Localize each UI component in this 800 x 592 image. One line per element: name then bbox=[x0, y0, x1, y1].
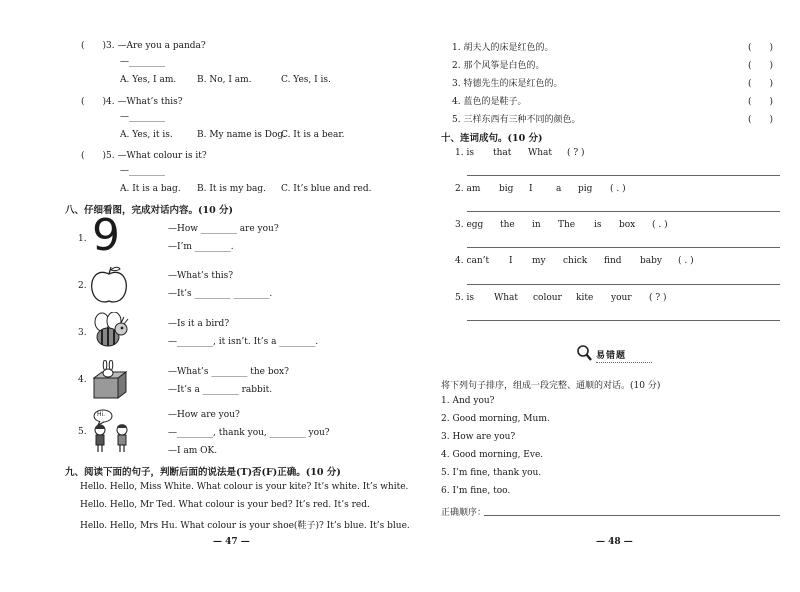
answer-line-4[interactable] bbox=[467, 284, 780, 285]
tf-answer-2[interactable]: ( ) bbox=[748, 61, 774, 71]
answer-line-1[interactable] bbox=[467, 175, 780, 176]
nine-numeral-picture: 9 bbox=[92, 210, 120, 261]
dialog-4-line-2: —It’s a ________ rabbit. bbox=[168, 385, 273, 395]
dialog-4-number: 4. bbox=[78, 375, 87, 385]
answer-order-line[interactable] bbox=[484, 515, 780, 516]
word-3-7: ( . ) bbox=[652, 220, 668, 230]
error-prone-banner: 易错题 bbox=[596, 351, 627, 361]
dialog-5-line-1: —How are you? bbox=[168, 410, 240, 420]
q3-stem: ( )3. —Are you a panda? bbox=[81, 41, 206, 51]
section-10-title: 十、连词成句。(10 分) bbox=[441, 133, 543, 144]
apple-picture bbox=[88, 264, 130, 306]
tf-statement-4: 4. 蓝色的是鞋子。 bbox=[452, 97, 527, 107]
word-5-4: kite bbox=[576, 293, 594, 303]
word-5-2: What bbox=[494, 293, 519, 303]
word-4-1: 4. can’t bbox=[455, 256, 490, 266]
dialog-5-line-2: —________, thank you, ________ you? bbox=[168, 428, 330, 438]
word-5-1: 5. is bbox=[455, 293, 474, 303]
tf-answer-1[interactable]: ( ) bbox=[748, 43, 774, 53]
word-3-1: 3. egg bbox=[455, 220, 484, 230]
tf-statement-2: 2. 那个风筝是白色的。 bbox=[452, 61, 545, 71]
dialog-3-line-2: —________, it isn’t. It’s a ________. bbox=[168, 337, 319, 347]
word-1-1: 1. is bbox=[455, 148, 474, 158]
banner-underline bbox=[596, 362, 652, 363]
word-3-3: in bbox=[532, 220, 541, 230]
dialog-1-line-2: —I’m ________. bbox=[168, 242, 234, 252]
speech-bubble-text: Hi. bbox=[97, 411, 106, 418]
answer-order-label: 正确顺序： bbox=[441, 508, 487, 518]
q5-answer-line: —________ bbox=[120, 166, 165, 176]
magnifier-icon bbox=[576, 344, 592, 362]
dialog-3-number: 3. bbox=[78, 328, 87, 338]
page-number-left: — 47 — bbox=[213, 537, 250, 547]
tf-answer-3[interactable]: ( ) bbox=[748, 79, 774, 89]
q4-option-b: B. My name is Dog. bbox=[197, 130, 286, 140]
order-sentence-6: 6. I’m fine, too. bbox=[441, 486, 511, 496]
order-instructions: 将下列句子排序，组成一段完整、通顺的对话。(10 分) bbox=[441, 381, 661, 391]
tf-statement-1: 1. 胡夫人的床是红色的。 bbox=[452, 43, 554, 53]
dialog-4-line-1: —What’s ________ the box? bbox=[168, 367, 289, 377]
q4-stem: ( )4. —What’s this? bbox=[81, 97, 183, 107]
word-4-5: find bbox=[604, 256, 622, 266]
tf-answer-5[interactable]: ( ) bbox=[748, 115, 774, 125]
answer-line-5[interactable] bbox=[467, 320, 780, 321]
word-2-2: big bbox=[499, 184, 514, 194]
word-3-4: The bbox=[558, 220, 576, 230]
word-2-5: pig bbox=[578, 184, 593, 194]
q5-option-a: A. It is a bag. bbox=[120, 184, 181, 194]
reading-line-3: Hello. Hello, Mrs Hu. What colour is your shoe(鞋子)? It’s blue. It’s blue. bbox=[80, 521, 410, 531]
word-1-3: What bbox=[528, 148, 553, 158]
q4-answer-line: —________ bbox=[120, 112, 165, 122]
q4-option-c: C. It is a bear. bbox=[281, 130, 345, 140]
bee-picture bbox=[88, 312, 130, 352]
section-9-title: 九、阅读下面的句子，判断后面的说法是(T)否(F)正确。(10 分) bbox=[65, 467, 341, 478]
word-3-2: the bbox=[500, 220, 515, 230]
order-sentence-2: 2. Good morning, Mum. bbox=[441, 414, 550, 424]
word-4-2: I bbox=[509, 256, 513, 266]
q3-answer-line: —________ bbox=[120, 57, 165, 67]
word-1-2: that bbox=[493, 148, 512, 158]
word-3-5: is bbox=[594, 220, 602, 230]
q5-option-c: C. It’s blue and red. bbox=[281, 184, 372, 194]
word-4-7: ( . ) bbox=[678, 256, 694, 266]
word-4-3: my bbox=[532, 256, 546, 266]
dialog-5-number: 5. bbox=[78, 427, 87, 437]
q5-stem: ( )5. —What colour is it? bbox=[81, 151, 207, 161]
word-3-6: box bbox=[619, 220, 636, 230]
word-1-4: ( ? ) bbox=[567, 148, 585, 158]
answer-line-2[interactable] bbox=[467, 211, 780, 212]
dialog-5-line-3: —I am OK. bbox=[168, 446, 218, 456]
tf-statement-5: 5. 三样东西有三种不同的颜色。 bbox=[452, 115, 581, 125]
word-2-4: a bbox=[556, 184, 562, 194]
reading-line-2: Hello. Hello, Mr Ted. What colour is your bed? It’s red. It’s red. bbox=[80, 500, 370, 510]
tf-answer-4[interactable]: ( ) bbox=[748, 97, 774, 107]
word-5-6: ( ? ) bbox=[649, 293, 667, 303]
word-2-1: 2. am bbox=[455, 184, 481, 194]
reading-line-1: Hello. Hello, Miss White. What colour is your kite? It’s white. It’s white. bbox=[80, 482, 409, 492]
q3-option-c: C. Yes, I is. bbox=[281, 75, 331, 85]
section-8-title: 八、仔细看图，完成对话内容。(10 分) bbox=[65, 205, 234, 216]
dialog-1-number: 1. bbox=[78, 234, 87, 244]
word-4-6: baby bbox=[640, 256, 662, 266]
word-2-3: I bbox=[529, 184, 533, 194]
q3-option-a: A. Yes, I am. bbox=[120, 75, 177, 85]
two-children-picture bbox=[86, 408, 138, 454]
order-sentence-1: 1. And you? bbox=[441, 396, 495, 406]
dialog-1-line-1: —How ________ are you? bbox=[168, 224, 279, 234]
tf-statement-3: 3. 特德先生的床是红色的。 bbox=[452, 79, 563, 89]
q4-option-a: A. Yes, it is. bbox=[120, 130, 173, 140]
rabbit-in-box-picture bbox=[88, 360, 130, 402]
page-number-right: — 48 — bbox=[596, 537, 633, 547]
dialog-2-line-1: —What’s this? bbox=[168, 271, 234, 281]
word-5-5: your bbox=[611, 293, 632, 303]
word-5-3: colour bbox=[533, 293, 562, 303]
word-4-4: chick bbox=[563, 256, 588, 266]
dialog-3-line-1: —Is it a bird? bbox=[168, 319, 230, 329]
dialog-2-number: 2. bbox=[78, 281, 87, 291]
word-2-6: ( . ) bbox=[610, 184, 626, 194]
answer-line-3[interactable] bbox=[467, 247, 780, 248]
order-sentence-3: 3. How are you? bbox=[441, 432, 516, 442]
q5-option-b: B. It is my bag. bbox=[197, 184, 266, 194]
order-sentence-5: 5. I’m fine, thank you. bbox=[441, 468, 542, 478]
order-sentence-4: 4. Good morning, Eve. bbox=[441, 450, 544, 460]
q3-option-b: B. No, I am. bbox=[197, 75, 252, 85]
dialog-2-line-2: —It’s ________ ________. bbox=[168, 289, 273, 299]
